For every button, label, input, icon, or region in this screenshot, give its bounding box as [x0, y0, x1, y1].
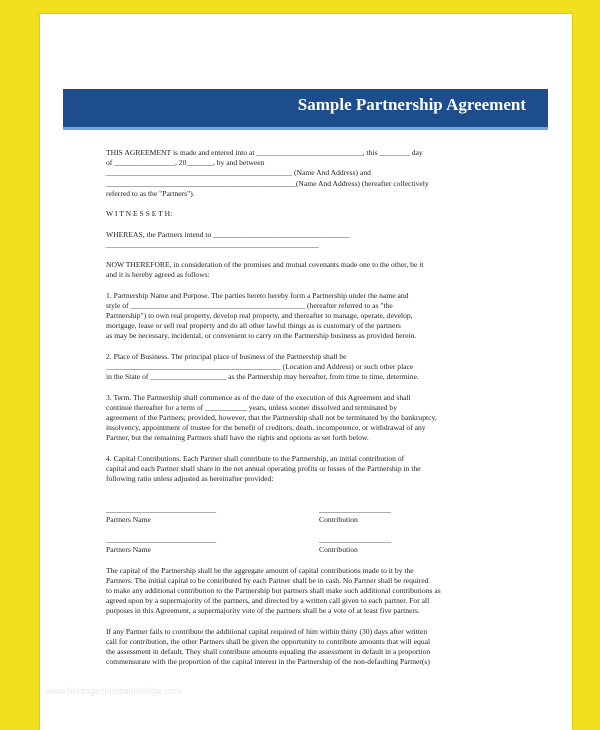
text-line: Partner, but the remaining Partners shall have the rights and options as set forth below. — [106, 433, 369, 443]
text-line: NOW THEREFORE, in consideration of the promises and mutual covenants made one to the other, be it — [106, 260, 424, 270]
signature-line: _____________________________ — [106, 535, 217, 545]
text-line: THIS AGREEMENT is made and entered into at ____________________________, this ________ day — [106, 148, 423, 157]
text-line: following ratio unless adjusted as hereinafter provided: — [106, 474, 274, 483]
witnesseth-heading: W I T N E S S E T H: — [106, 209, 173, 219]
text-line: as may be necessary, incidental, or convenient to carry on the Partnership business as provided herein. — [106, 331, 417, 341]
now-therefore-paragraph — [106, 260, 532, 280]
text-line: 2. Place of Business. The principal place of business of the Partnership shall be — [106, 351, 347, 361]
text-line: purposes in this Agreement, a supermajority vote of the partners shall be a vote of at least five partners. — [106, 606, 420, 616]
text-line: __________________________________________________(Name And Address) (hereafter collectively — [106, 178, 429, 188]
text-line: Partnership") to own real property, develop real property, and thereafter to manage, operate, develop, — [106, 311, 413, 320]
contribution-line: ___________________ — [319, 535, 392, 545]
text-line: to make any additional contribution to the Partnership but partners shall make such additional contributions as — [106, 586, 441, 596]
signature-line: _____________________________ — [106, 504, 217, 514]
text-line: of ________________, 20_______, by and between — [106, 158, 265, 168]
agreement-body — [106, 148, 532, 668]
text-line: ________________________________________________________ — [106, 239, 319, 249]
partners-name-label: Partners Name — [106, 545, 151, 555]
clause-3 — [106, 393, 532, 444]
text-line: style of ______________________________________________ (hereafter referred to as "the — [106, 300, 393, 310]
signature-row — [106, 505, 532, 525]
clause-1 — [106, 291, 532, 342]
document-page — [40, 14, 572, 730]
text-line: _________________________________________________ (Name And Address) and — [106, 168, 371, 178]
whereas-paragraph — [106, 230, 532, 250]
text-line: Partners. The initial capital to be contributed by each Partner shall be in cash. No Partner shall be required — [106, 575, 429, 585]
text-line: ______________________________________________ (Location and Address) or such other place — [106, 361, 414, 371]
text-line: capital and each Partner shall share in the net annual operating profits or losses of the Partnership in the — [106, 463, 421, 473]
text-line: agreement of the Partners; provided, however, that the Partnership shall not be terminated by the bankruptcy, — [106, 412, 437, 422]
intro-paragraph — [106, 148, 532, 199]
default-paragraph — [106, 627, 532, 668]
text-line: referred to as the "Partners"). — [106, 188, 195, 198]
text-line: 1. Partnership Name and Purpose. The parties hereto hereby form a Partnership under the name and — [106, 290, 409, 300]
clause-2 — [106, 352, 532, 383]
title-banner — [63, 89, 548, 130]
text-line: continue thereafter for a term of ___________ years, unless sooner dissolved and terminated by — [106, 402, 398, 412]
text-line: the assessment in default. They shall contribute amounts equaling the assessment in default in a proportion — [106, 647, 431, 657]
watermark-text: www.heritagechristiancollege.com — [46, 686, 182, 696]
text-line: WHEREAS, the Partners intend to ____________________________________ — [106, 229, 350, 239]
text-line: mortgage, lease or sell real property and do all other lawful things as is customary of the partners — [106, 321, 401, 331]
signature-row — [106, 535, 532, 555]
text-line: commensurate with the proportion of the capital interest in the Partnership of the non-defaulting Partner(s) — [106, 657, 430, 667]
document-title: Sample Partnership Agreement — [297, 95, 526, 114]
contribution-line: ___________________ — [319, 504, 392, 514]
capital-paragraph — [106, 566, 532, 617]
clause-4 — [106, 454, 532, 485]
text-line: The capital of the Partnership shall be the aggregate amount of capital contributions made to it by the — [106, 565, 414, 575]
text-line: call for contribution, the other Partners shall be given the opportunity to contribute amounts that will equal — [106, 637, 431, 647]
partners-name-label: Partners Name — [106, 514, 151, 524]
contribution-label: Contribution — [319, 514, 358, 524]
text-line: and it is hereby agreed as follows: — [106, 270, 210, 280]
text-line: 4. Capital Contributions. Each Partner shall contribute to the Partnership, an initial contribution of — [106, 453, 405, 463]
text-line: 3. Term. The Partnership shall commence as of the date of the execution of this Agreement and shall — [106, 392, 411, 402]
contribution-label: Contribution — [319, 545, 358, 555]
text-line: insolvency, appointment of trustee for the benefit of creditors, death, incompetence, or withdrawal of any — [106, 423, 426, 433]
text-line: in the State of ____________________ as the Partnership may hereafter, from time to time, determine. — [106, 372, 419, 382]
text-line: agreed upon by a supermajority of the partners, and directed by a written call given to each partner. For all — [106, 596, 430, 606]
text-line: If any Partner fails to contribute the additional capital required of him within thirty (30) days after written — [106, 626, 428, 636]
